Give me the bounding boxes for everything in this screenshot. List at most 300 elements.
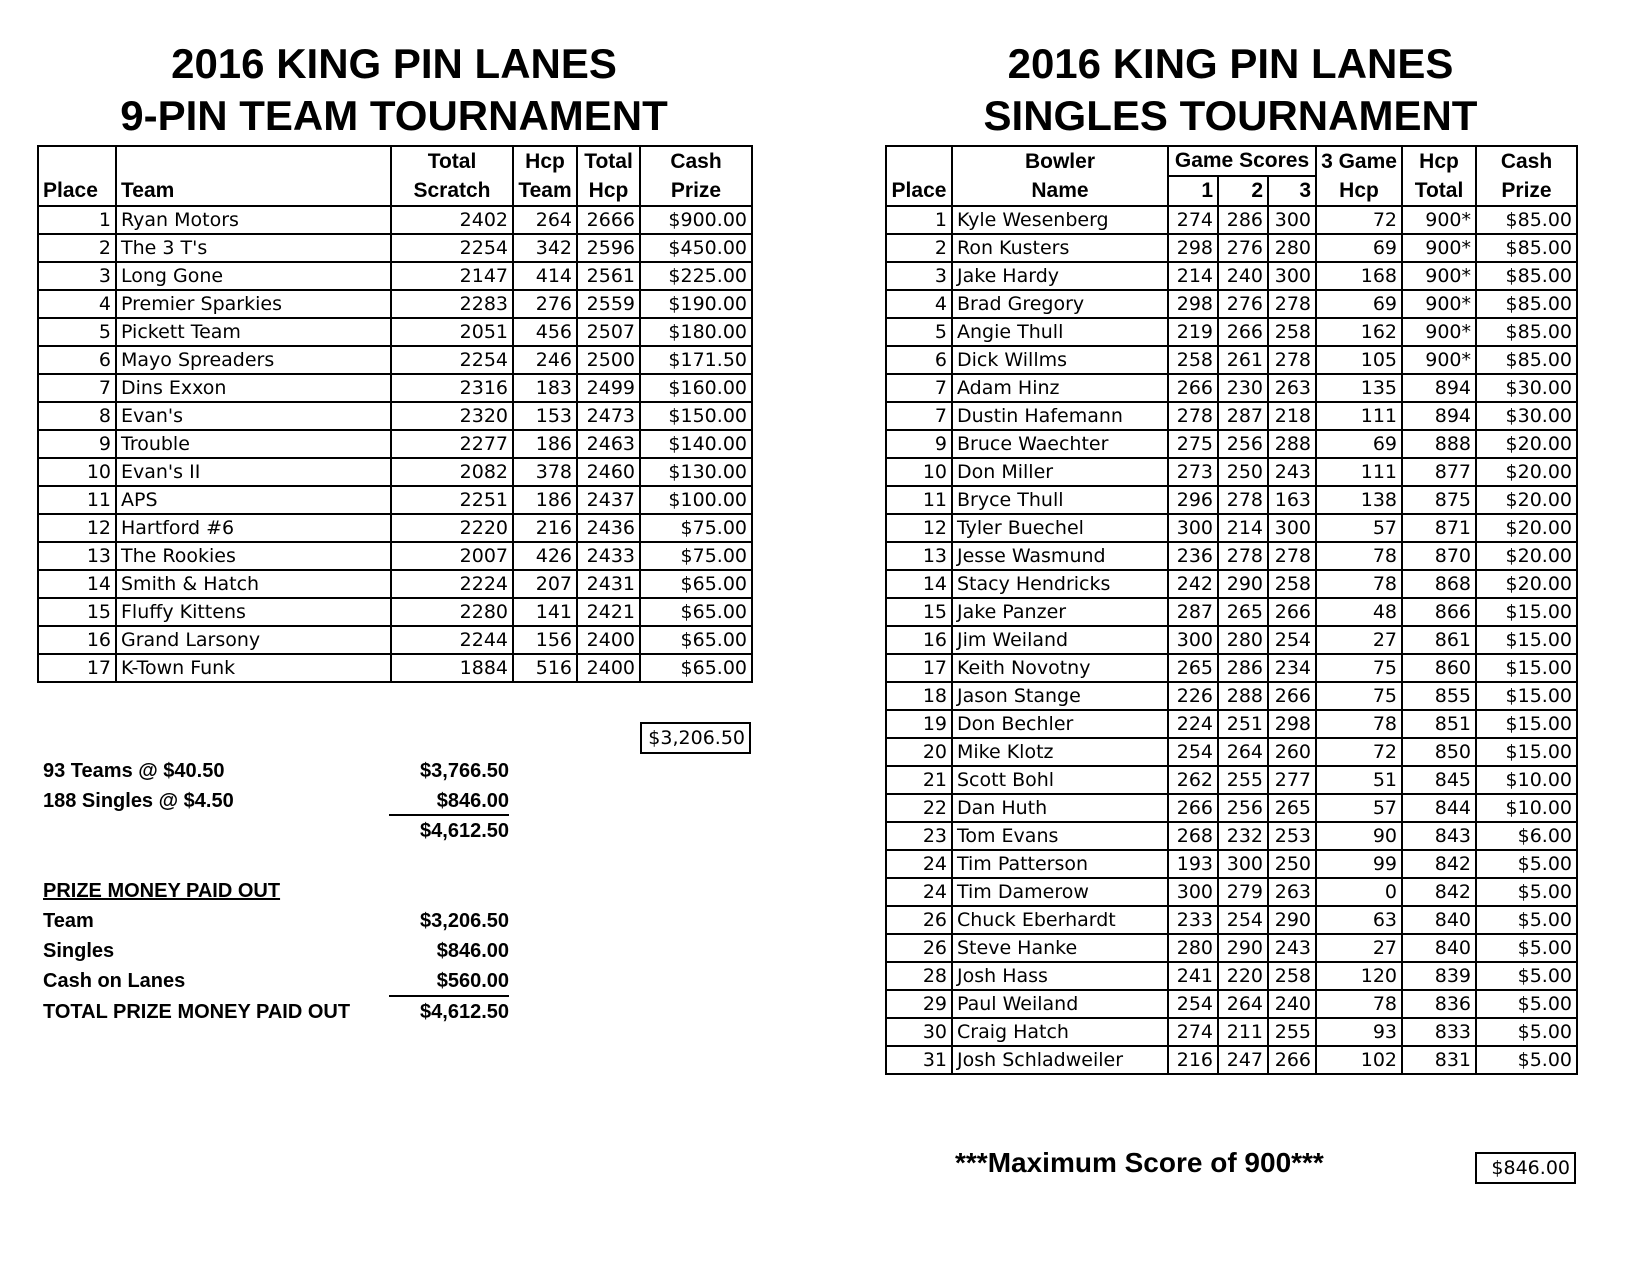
singles-cell-name: Brad Gregory: [952, 290, 1168, 318]
singles-cell-cash: $5.00: [1476, 878, 1577, 906]
team-cell-hcp: 246: [513, 346, 577, 374]
singles-cell-name: Paul Weiland: [952, 990, 1168, 1018]
singles-cell-game3: 260: [1268, 738, 1316, 766]
singles-cell-game2: 266: [1218, 318, 1268, 346]
team-cell-team: K-Town Funk: [116, 654, 391, 682]
team-cell-total: 2400: [577, 626, 640, 654]
team-cell-total: 2431: [577, 570, 640, 598]
singles-cell-game2: 288: [1218, 682, 1268, 710]
team-cell-total: 2559: [577, 290, 640, 318]
singles-table-row: [886, 598, 1577, 626]
singles-table-row: [886, 934, 1577, 962]
singles-cell-game2: 264: [1218, 990, 1268, 1018]
singles-cell-place: 14: [886, 570, 952, 598]
singles-cell-3game-hcp: 90: [1316, 822, 1402, 850]
singles-table-row: [886, 822, 1577, 850]
singles-cell-hcp-total: 855: [1402, 682, 1476, 710]
singles-cell-3game-hcp: 111: [1316, 402, 1402, 430]
singles-cell-cash: $5.00: [1476, 906, 1577, 934]
singles-cell-game1: 298: [1168, 290, 1218, 318]
singles-table-row: [886, 906, 1577, 934]
summary-teams-label: 93 Teams @ $40.50: [43, 760, 225, 782]
singles-cell-3game-hcp: 72: [1316, 206, 1402, 234]
singles-cell-game3: 298: [1268, 710, 1316, 738]
singles-cell-game3: 258: [1268, 570, 1316, 598]
team-cell-cash: $140.00: [640, 430, 752, 458]
team-cell-hcp: 426: [513, 542, 577, 570]
singles-cell-name: Steve Hanke: [952, 934, 1168, 962]
team-cell-scratch: 2277: [391, 430, 513, 458]
singles-cell-game1: 274: [1168, 206, 1218, 234]
singles-cell-hcp-total: 888: [1402, 430, 1476, 458]
team-cell-scratch: 2280: [391, 598, 513, 626]
singles-cell-cash: $15.00: [1476, 626, 1577, 654]
singles-table-row: [886, 710, 1577, 738]
singles-cell-name: Don Bechler: [952, 710, 1168, 738]
team-cell-team: Smith & Hatch: [116, 570, 391, 598]
singles-cell-place: 26: [886, 934, 952, 962]
team-header-scratch-top: Total: [391, 146, 513, 176]
singles-cell-cash: $85.00: [1476, 234, 1577, 262]
singles-cell-game3: 300: [1268, 206, 1316, 234]
singles-header-name: Name: [952, 176, 1168, 206]
singles-cell-game1: 258: [1168, 346, 1218, 374]
singles-header-game-scores: Game Scores: [1168, 146, 1316, 176]
singles-cell-hcp-total: 861: [1402, 626, 1476, 654]
team-header-row-1: [38, 146, 752, 176]
singles-cell-game2: 254: [1218, 906, 1268, 934]
singles-cell-hcp-total: 839: [1402, 962, 1476, 990]
singles-cell-hcp-total: 833: [1402, 1018, 1476, 1046]
team-cell-scratch: 2402: [391, 206, 513, 234]
singles-cell-3game-hcp: 78: [1316, 542, 1402, 570]
team-cell-hcp: 516: [513, 654, 577, 682]
singles-cell-name: Bryce Thull: [952, 486, 1168, 514]
singles-table-row: [886, 206, 1577, 234]
singles-table-row: [886, 794, 1577, 822]
team-results-table: [37, 145, 753, 683]
team-cell-team: APS: [116, 486, 391, 514]
singles-cell-place: 31: [886, 1046, 952, 1074]
singles-cell-cash: $15.00: [1476, 682, 1577, 710]
team-cell-hcp: 264: [513, 206, 577, 234]
team-cell-total: 2499: [577, 374, 640, 402]
singles-cell-cash: $85.00: [1476, 346, 1577, 374]
singles-cell-game3: 234: [1268, 654, 1316, 682]
team-table-row: [38, 626, 752, 654]
singles-cash-total: $846.00: [1475, 1152, 1576, 1184]
team-cell-total: 2433: [577, 542, 640, 570]
singles-cell-name: Josh Schladweiler: [952, 1046, 1168, 1074]
team-cell-team: The 3 T's: [116, 234, 391, 262]
singles-header-hcp-top: Hcp: [1402, 146, 1476, 176]
team-cell-team: Pickett Team: [116, 318, 391, 346]
singles-cell-game1: 278: [1168, 402, 1218, 430]
team-cell-hcp: 156: [513, 626, 577, 654]
singles-cell-game3: 300: [1268, 262, 1316, 290]
singles-cell-game3: 255: [1268, 1018, 1316, 1046]
singles-cell-name: Tom Evans: [952, 822, 1168, 850]
singles-cell-3game-hcp: 69: [1316, 290, 1402, 318]
singles-cell-game3: 300: [1268, 514, 1316, 542]
singles-cell-game1: 280: [1168, 934, 1218, 962]
singles-cell-game2: 278: [1218, 542, 1268, 570]
team-cell-hcp: 141: [513, 598, 577, 626]
singles-cell-hcp-total: 842: [1402, 878, 1476, 906]
singles-cell-game2: 279: [1218, 878, 1268, 906]
team-cell-hcp: 456: [513, 318, 577, 346]
singles-cell-cash: $10.00: [1476, 794, 1577, 822]
singles-cell-place: 29: [886, 990, 952, 1018]
singles-cell-hcp-total: 840: [1402, 934, 1476, 962]
team-cell-place: 8: [38, 402, 116, 430]
singles-cell-place: 16: [886, 626, 952, 654]
singles-cell-hcp-total: 900*: [1402, 234, 1476, 262]
team-table-row: [38, 262, 752, 290]
singles-cell-place: 7: [886, 374, 952, 402]
team-table-row: [38, 374, 752, 402]
singles-cell-name: Dustin Hafemann: [952, 402, 1168, 430]
team-table-row: [38, 346, 752, 374]
team-header-total-top: Total: [577, 146, 640, 176]
singles-cell-name: Tim Patterson: [952, 850, 1168, 878]
singles-cell-game1: 300: [1168, 626, 1218, 654]
team-cash-total: $3,206.50: [640, 722, 751, 754]
team-cell-cash: $160.00: [640, 374, 752, 402]
singles-cell-hcp-total: 866: [1402, 598, 1476, 626]
singles-cell-game1: 296: [1168, 486, 1218, 514]
singles-cell-hcp-total: 900*: [1402, 206, 1476, 234]
singles-cell-game2: 230: [1218, 374, 1268, 402]
team-cell-place: 7: [38, 374, 116, 402]
singles-table-row: [886, 990, 1577, 1018]
singles-cell-game1: 268: [1168, 822, 1218, 850]
singles-cell-hcp-total: 875: [1402, 486, 1476, 514]
singles-cell-place: 26: [886, 906, 952, 934]
team-cell-hcp: 186: [513, 486, 577, 514]
singles-cell-game3: 278: [1268, 542, 1316, 570]
singles-cell-game1: 262: [1168, 766, 1218, 794]
singles-table-row: [886, 878, 1577, 906]
team-cell-scratch: 1884: [391, 654, 513, 682]
singles-table-row: [886, 1018, 1577, 1046]
singles-cell-name: Jesse Wasmund: [952, 542, 1168, 570]
team-table-row: [38, 654, 752, 682]
team-cell-place: 14: [38, 570, 116, 598]
team-table-row: [38, 486, 752, 514]
singles-cell-game3: 278: [1268, 290, 1316, 318]
singles-cell-name: Jim Weiland: [952, 626, 1168, 654]
singles-title-line2: SINGLES TOURNAMENT: [983, 92, 1478, 139]
singles-cell-3game-hcp: 78: [1316, 990, 1402, 1018]
singles-cell-place: 10: [886, 458, 952, 486]
singles-cell-game1: 214: [1168, 262, 1218, 290]
singles-cell-place: 18: [886, 682, 952, 710]
singles-cell-game3: 266: [1268, 682, 1316, 710]
team-cell-scratch: 2224: [391, 570, 513, 598]
team-cell-cash: $65.00: [640, 626, 752, 654]
singles-cell-place: 24: [886, 850, 952, 878]
singles-cell-3game-hcp: 57: [1316, 794, 1402, 822]
singles-cell-game1: 300: [1168, 514, 1218, 542]
singles-cell-game3: 243: [1268, 458, 1316, 486]
singles-cell-game1: 273: [1168, 458, 1218, 486]
singles-cell-place: 28: [886, 962, 952, 990]
singles-cell-game2: 261: [1218, 346, 1268, 374]
team-cell-scratch: 2220: [391, 514, 513, 542]
singles-cell-game2: 265: [1218, 598, 1268, 626]
singles-cell-place: 21: [886, 766, 952, 794]
singles-cell-game2: 286: [1218, 206, 1268, 234]
singles-cell-game3: 266: [1268, 1046, 1316, 1074]
singles-cell-hcp-total: 851: [1402, 710, 1476, 738]
singles-cell-game1: 233: [1168, 906, 1218, 934]
team-cell-team: Ryan Motors: [116, 206, 391, 234]
singles-cell-cash: $20.00: [1476, 514, 1577, 542]
singles-cell-name: Keith Novotny: [952, 654, 1168, 682]
team-cell-scratch: 2316: [391, 374, 513, 402]
team-cell-scratch: 2007: [391, 542, 513, 570]
team-cell-team: Dins Exxon: [116, 374, 391, 402]
team-cell-cash: $75.00: [640, 542, 752, 570]
singles-cell-3game-hcp: 57: [1316, 514, 1402, 542]
singles-cell-place: 11: [886, 486, 952, 514]
summary-singles-paid-amount: $846.00: [436, 940, 509, 962]
team-cell-place: 13: [38, 542, 116, 570]
singles-cell-3game-hcp: 27: [1316, 626, 1402, 654]
singles-cell-game1: 287: [1168, 598, 1218, 626]
singles-cell-cash: $15.00: [1476, 598, 1577, 626]
team-header-hcp: Team: [513, 176, 577, 206]
team-title: [37, 38, 751, 142]
singles-header-cash: Prize: [1476, 176, 1577, 206]
team-cell-cash: $65.00: [640, 598, 752, 626]
singles-table-row: [886, 570, 1577, 598]
summary-team-amount: $3,206.50: [420, 910, 509, 932]
singles-table-row: [886, 850, 1577, 878]
singles-header-place-blank: [886, 146, 952, 176]
team-cell-cash: $171.50: [640, 346, 752, 374]
singles-title-line1: 2016 KING PIN LANES: [1007, 40, 1454, 87]
singles-cell-place: 19: [886, 710, 952, 738]
singles-cell-3game-hcp: 75: [1316, 682, 1402, 710]
singles-cell-game2: 290: [1218, 570, 1268, 598]
team-cell-total: 2463: [577, 430, 640, 458]
team-cell-place: 11: [38, 486, 116, 514]
singles-cell-name: Mike Klotz: [952, 738, 1168, 766]
singles-cell-place: 15: [886, 598, 952, 626]
team-cell-cash: $180.00: [640, 318, 752, 346]
singles-table-row: [886, 962, 1577, 990]
singles-cell-game2: 276: [1218, 234, 1268, 262]
singles-cell-3game-hcp: 105: [1316, 346, 1402, 374]
singles-cell-hcp-total: 840: [1402, 906, 1476, 934]
singles-table-row: [886, 374, 1577, 402]
singles-cell-game2: 286: [1218, 654, 1268, 682]
team-cell-team: Mayo Spreaders: [116, 346, 391, 374]
singles-cell-game3: 163: [1268, 486, 1316, 514]
team-header-hcp-top: Hcp: [513, 146, 577, 176]
team-cell-place: 4: [38, 290, 116, 318]
singles-cell-place: 22: [886, 794, 952, 822]
singles-cell-game2: 264: [1218, 738, 1268, 766]
team-cell-cash: $225.00: [640, 262, 752, 290]
team-table-row: [38, 598, 752, 626]
singles-cell-cash: $5.00: [1476, 850, 1577, 878]
singles-cell-3game-hcp: 78: [1316, 710, 1402, 738]
team-cell-team: Grand Larsony: [116, 626, 391, 654]
singles-cell-cash: $20.00: [1476, 486, 1577, 514]
singles-cell-game2: 251: [1218, 710, 1268, 738]
singles-cell-place: 30: [886, 1018, 952, 1046]
team-cell-total: 2437: [577, 486, 640, 514]
team-header-place: Place: [38, 176, 116, 206]
singles-cell-game1: 274: [1168, 1018, 1218, 1046]
singles-results-table: [885, 145, 1578, 1075]
singles-cell-hcp-total: 836: [1402, 990, 1476, 1018]
singles-table-row: [886, 542, 1577, 570]
singles-cell-game3: 278: [1268, 346, 1316, 374]
team-cell-total: 2500: [577, 346, 640, 374]
singles-cell-game3: 218: [1268, 402, 1316, 430]
singles-cell-cash: $10.00: [1476, 766, 1577, 794]
singles-cell-cash: $20.00: [1476, 458, 1577, 486]
singles-cell-game3: 288: [1268, 430, 1316, 458]
singles-cell-game2: 211: [1218, 1018, 1268, 1046]
singles-cell-cash: $30.00: [1476, 374, 1577, 402]
singles-cell-3game-hcp: 0: [1316, 878, 1402, 906]
singles-cell-name: Chuck Eberhardt: [952, 906, 1168, 934]
team-cell-hcp: 414: [513, 262, 577, 290]
team-cell-place: 1: [38, 206, 116, 234]
singles-cell-hcp-total: 900*: [1402, 318, 1476, 346]
team-cell-cash: $75.00: [640, 514, 752, 542]
singles-header-3game-top: 3 Game: [1316, 146, 1402, 176]
team-cell-total: 2666: [577, 206, 640, 234]
singles-cell-hcp-total: 900*: [1402, 290, 1476, 318]
singles-cell-cash: $5.00: [1476, 1018, 1577, 1046]
team-cell-cash: $130.00: [640, 458, 752, 486]
team-header-scratch: Scratch: [391, 176, 513, 206]
singles-cell-game3: 254: [1268, 626, 1316, 654]
singles-cell-name: Jason Stange: [952, 682, 1168, 710]
singles-cell-hcp-total: 843: [1402, 822, 1476, 850]
singles-cell-place: 2: [886, 234, 952, 262]
summary-team-label: Team: [43, 910, 94, 932]
summary-teams-amount: $3,766.50: [420, 760, 509, 782]
team-table-row: [38, 402, 752, 430]
team-cell-place: 9: [38, 430, 116, 458]
team-cell-team: Fluffy Kittens: [116, 598, 391, 626]
singles-cell-hcp-total: 870: [1402, 542, 1476, 570]
singles-cell-name: Craig Hatch: [952, 1018, 1168, 1046]
singles-header-row-2: [886, 176, 1577, 206]
singles-table-row: [886, 738, 1577, 766]
singles-cell-name: Tyler Buechel: [952, 514, 1168, 542]
singles-table-row: [886, 290, 1577, 318]
singles-cell-game3: 280: [1268, 234, 1316, 262]
singles-cell-game3: 253: [1268, 822, 1316, 850]
singles-cell-game3: 277: [1268, 766, 1316, 794]
singles-cell-3game-hcp: 99: [1316, 850, 1402, 878]
singles-cell-game2: 247: [1218, 1046, 1268, 1074]
team-header-cash-top: Cash: [640, 146, 752, 176]
team-cell-cash: $65.00: [640, 570, 752, 598]
team-cell-place: 16: [38, 626, 116, 654]
singles-cell-name: Stacy Hendricks: [952, 570, 1168, 598]
singles-cell-hcp-total: 850: [1402, 738, 1476, 766]
singles-cell-place: 17: [886, 654, 952, 682]
singles-cell-game3: 243: [1268, 934, 1316, 962]
singles-cell-place: 5: [886, 318, 952, 346]
singles-cell-place: 12: [886, 514, 952, 542]
max-score-note: ***Maximum Score of 900***: [955, 1147, 1324, 1178]
team-header-row-2: [38, 176, 752, 206]
singles-cell-place: 7: [886, 402, 952, 430]
singles-cell-3game-hcp: 27: [1316, 934, 1402, 962]
team-cell-scratch: 2251: [391, 486, 513, 514]
singles-cell-place: 24: [886, 878, 952, 906]
team-cell-cash: $150.00: [640, 402, 752, 430]
singles-header-place: Place: [886, 176, 952, 206]
singles-cell-game2: 276: [1218, 290, 1268, 318]
singles-cell-hcp-total: 831: [1402, 1046, 1476, 1074]
team-cell-total: 2400: [577, 654, 640, 682]
singles-cell-game3: 240: [1268, 990, 1316, 1018]
singles-cell-game2: 255: [1218, 766, 1268, 794]
singles-cell-name: Don Miller: [952, 458, 1168, 486]
summary-total-amount: $4,612.50: [420, 1001, 509, 1023]
summary-cash-lanes-label: Cash on Lanes: [43, 970, 186, 992]
team-cell-scratch: 2320: [391, 402, 513, 430]
singles-table-row: [886, 654, 1577, 682]
singles-cell-name: Jake Panzer: [952, 598, 1168, 626]
singles-header-g2: 2: [1218, 176, 1268, 206]
team-cell-place: 17: [38, 654, 116, 682]
summary-total-label: TOTAL PRIZE MONEY PAID OUT: [43, 1001, 351, 1023]
singles-cell-cash: $6.00: [1476, 822, 1577, 850]
singles-cell-3game-hcp: 48: [1316, 598, 1402, 626]
singles-table-row: [886, 514, 1577, 542]
singles-cell-cash: $15.00: [1476, 654, 1577, 682]
singles-table-row: [886, 402, 1577, 430]
singles-cell-3game-hcp: 72: [1316, 738, 1402, 766]
team-cell-hcp: 216: [513, 514, 577, 542]
team-header-place-blank: [38, 146, 116, 176]
team-table-row: [38, 570, 752, 598]
singles-cell-place: 20: [886, 738, 952, 766]
summary-singles-label: 188 Singles @ $4.50: [43, 790, 234, 812]
team-table-row: [38, 542, 752, 570]
singles-cell-3game-hcp: 69: [1316, 430, 1402, 458]
singles-header-3game-hcp: Hcp: [1316, 176, 1402, 206]
team-cell-team: Long Gone: [116, 262, 391, 290]
team-cell-cash: $450.00: [640, 234, 752, 262]
team-cell-total: 2436: [577, 514, 640, 542]
singles-cell-cash: $5.00: [1476, 990, 1577, 1018]
team-header-total: Hcp: [577, 176, 640, 206]
singles-cell-game1: 275: [1168, 430, 1218, 458]
singles-cell-game2: 300: [1218, 850, 1268, 878]
team-table-row: [38, 458, 752, 486]
singles-cell-place: 13: [886, 542, 952, 570]
singles-table-row: [886, 626, 1577, 654]
singles-cell-game3: 263: [1268, 878, 1316, 906]
singles-cell-cash: $30.00: [1476, 402, 1577, 430]
singles-cell-game1: 193: [1168, 850, 1218, 878]
team-table-row: [38, 318, 752, 346]
team-cell-scratch: 2254: [391, 346, 513, 374]
